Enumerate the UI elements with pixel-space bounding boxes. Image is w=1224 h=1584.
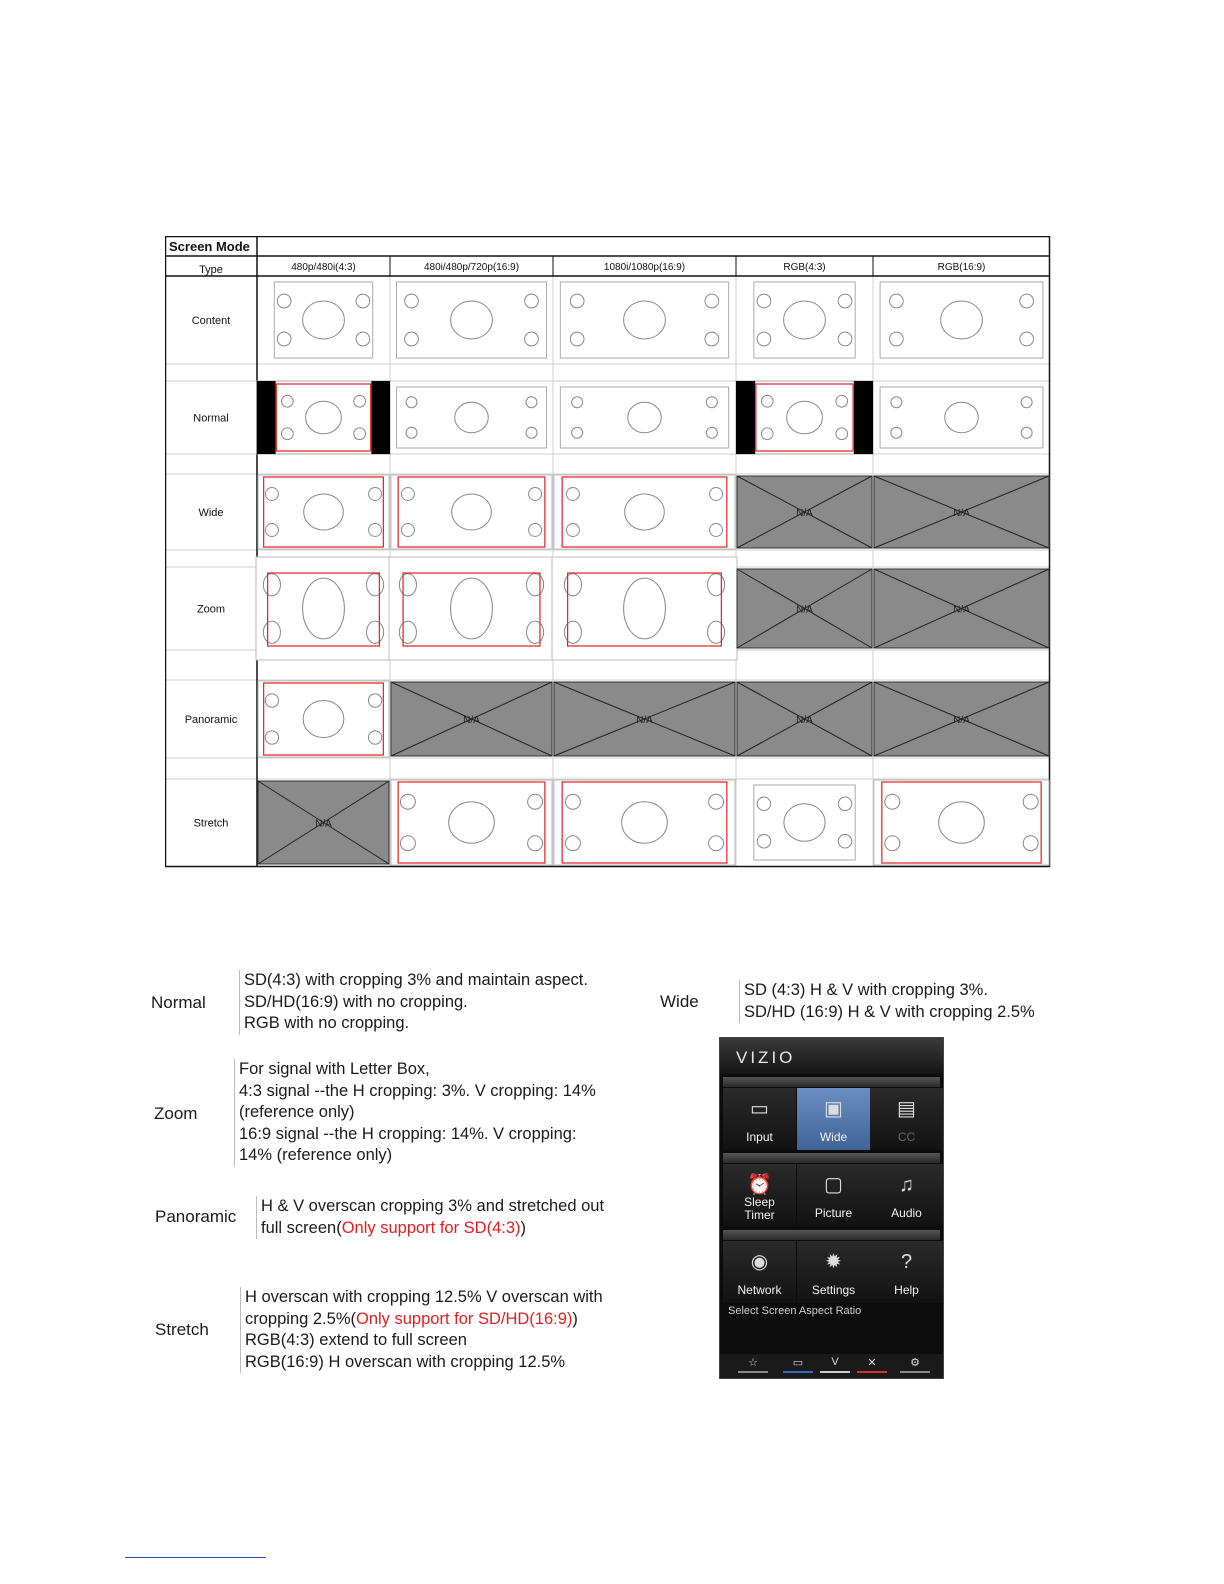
- settings-icon: ✹: [825, 1251, 842, 1273]
- menu-item-label: Settings: [811, 1283, 856, 1297]
- bottom-nav-underline: [783, 1371, 813, 1373]
- frame: [554, 475, 735, 549]
- zoom-description: [234, 1059, 596, 1167]
- network-icon: ◉: [750, 1251, 769, 1273]
- bottom-nav-underline: [738, 1371, 768, 1373]
- bottom-nav-icon[interactable]: ✕: [867, 1357, 877, 1369]
- zoom-label: Zoom: [154, 1104, 198, 1123]
- pillar-bar: [371, 381, 390, 454]
- bottom-nav-icon[interactable]: V: [831, 1356, 839, 1368]
- menu-item-network[interactable]: [723, 1241, 796, 1303]
- screen-mode-table: [165, 236, 1053, 870]
- na-label: N/A: [315, 818, 332, 830]
- normal-label: Normal: [151, 993, 206, 1012]
- menu-item-label: Network: [737, 1283, 782, 1297]
- frame: [560, 282, 728, 358]
- na-label: N/A: [953, 715, 970, 726]
- stretch-text-end: ): [572, 1309, 578, 1328]
- menu-item-label: Input: [746, 1130, 773, 1144]
- stretch-label: Stretch: [155, 1320, 209, 1339]
- menu-item-audio[interactable]: [870, 1164, 943, 1226]
- row-label: Panoramic: [184, 714, 238, 726]
- row-label: Zoom: [196, 603, 226, 616]
- na-label: N/A: [463, 715, 480, 726]
- column-header: RGB(16:9): [937, 262, 986, 273]
- frame: [880, 282, 1043, 358]
- menu-separator: [723, 1230, 940, 1240]
- menu-item-sleep-timer[interactable]: [723, 1164, 796, 1226]
- wide-label: Wide: [660, 992, 699, 1011]
- frame: [754, 785, 855, 860]
- row-label: Wide: [198, 507, 224, 519]
- menu-hint-text: Select Screen Aspect Ratio: [728, 1305, 862, 1317]
- panoramic-support-note: Only support for SD(4:3): [341, 1218, 521, 1237]
- wide-description: [739, 980, 1035, 1023]
- menu-item-label: Audio: [891, 1206, 922, 1220]
- frame: [754, 282, 855, 358]
- frame: [258, 681, 389, 757]
- zoom-line: For signal with Letter Box,: [239, 1060, 430, 1078]
- panoramic-text-end: ): [520, 1218, 527, 1237]
- frame: [258, 475, 389, 549]
- frame: [554, 780, 735, 865]
- menu-item-input[interactable]: [723, 1088, 796, 1150]
- sleep-timer-icon: ⏰: [747, 1174, 772, 1196]
- corner-label: Screen Mode: [169, 239, 250, 254]
- frame: [274, 282, 372, 358]
- zoom-line: (reference only): [239, 1103, 355, 1122]
- panoramic-description: [256, 1196, 604, 1239]
- column-header: 480p/480i(4:3): [291, 262, 356, 273]
- frame: [560, 387, 728, 448]
- stretch-line: H overscan with cropping 12.5% V overscan with: [245, 1288, 603, 1306]
- bottom-nav-underline: [820, 1371, 850, 1373]
- panoramic-label: Panoramic: [155, 1207, 237, 1226]
- wide-line: SD/HD (16:9) H & V with cropping 2.5%: [744, 1002, 1035, 1021]
- menu-item-help[interactable]: [870, 1241, 943, 1303]
- tv-menu-panel: [719, 1037, 944, 1379]
- stretch-description: [240, 1287, 603, 1373]
- column-header: 480i/480p/720p(16:9): [423, 262, 520, 273]
- pillar-bar: [257, 381, 276, 454]
- frame: [874, 780, 1049, 865]
- panoramic-line: [261, 1218, 604, 1240]
- na-label: N/A: [953, 508, 970, 519]
- audio-icon: ♫: [899, 1174, 914, 1196]
- panoramic-text: full screen(: [261, 1218, 342, 1237]
- bottom-nav-underline: [900, 1371, 930, 1373]
- menu-item-picture[interactable]: [797, 1164, 870, 1226]
- menu-item-label: CC: [897, 1130, 916, 1144]
- column-header: 1080i/1080p(16:9): [603, 262, 686, 273]
- menu-item-cc[interactable]: [870, 1088, 943, 1150]
- bottom-nav-underline: [857, 1371, 887, 1373]
- frame: [736, 381, 873, 454]
- normal-description: [239, 970, 588, 1035]
- bottom-nav-icon[interactable]: ⚙: [910, 1357, 920, 1369]
- bottom-nav-icon[interactable]: ▭: [792, 1357, 804, 1369]
- na-label: N/A: [636, 715, 653, 726]
- row-label: Stretch: [193, 817, 229, 830]
- menu-item-label: Picture: [814, 1206, 853, 1220]
- stretch-line: RGB(16:9) H overscan with cropping 12.5%: [245, 1352, 566, 1371]
- zoom-line: 14% (reference only): [239, 1146, 393, 1165]
- bottom-nav-icon[interactable]: ☆: [748, 1357, 758, 1369]
- stretch-line: RGB(4:3) extend to full screen: [245, 1331, 467, 1350]
- menu-item-label: Wide: [819, 1130, 848, 1144]
- frame: [257, 381, 390, 454]
- frame: [397, 387, 547, 448]
- stretch-text: cropping 2.5%(: [245, 1309, 356, 1328]
- menu-item-settings[interactable]: [797, 1241, 870, 1303]
- menu-item-label: Sleep Timer: [744, 1195, 775, 1222]
- zoom-line: 4:3 signal --the H cropping: 3%. V cropping: 14%: [239, 1081, 596, 1100]
- footnote-rule: [125, 1557, 266, 1558]
- normal-line: SD(4:3) with cropping 3% and maintain aspect.: [244, 971, 588, 989]
- stretch-support-note: Only support for SD/HD(16:9): [355, 1309, 573, 1328]
- frame: [397, 282, 547, 358]
- frame: [880, 387, 1043, 448]
- menu-item-label: Help: [894, 1283, 919, 1297]
- na-label: N/A: [796, 715, 813, 726]
- column-header: RGB(4:3): [783, 262, 826, 273]
- na-label: N/A: [953, 604, 970, 616]
- cc-icon: ▤: [897, 1098, 916, 1120]
- picture-icon: ▢: [824, 1174, 843, 1196]
- normal-line: RGB with no cropping.: [244, 1014, 410, 1033]
- frame: [391, 780, 552, 865]
- stretch-line: [245, 1309, 603, 1331]
- help-icon: ?: [900, 1251, 913, 1273]
- zoom-line: 16:9 signal --the H cropping: 14%. V cropping:: [239, 1124, 577, 1143]
- wide-line: SD (4:3) H & V with cropping 3%.: [744, 981, 988, 999]
- frame: [391, 475, 552, 549]
- pillar-bar: [854, 381, 873, 454]
- menu-separator: [723, 1153, 940, 1163]
- vizio-logo: VIZIO: [736, 1048, 796, 1067]
- type-label: Type: [199, 264, 223, 276]
- input-icon: ▭: [750, 1098, 769, 1120]
- row-label: Content: [191, 315, 231, 327]
- menu-separator: [723, 1077, 940, 1087]
- na-label: N/A: [796, 604, 813, 616]
- row-label: Normal: [193, 412, 229, 425]
- panoramic-line: H & V overscan cropping 3% and stretched out: [261, 1197, 605, 1215]
- pillar-bar: [736, 381, 755, 454]
- normal-line: SD/HD(16:9) with no cropping.: [244, 992, 468, 1011]
- menu-item-wide[interactable]: [797, 1088, 870, 1150]
- wide-icon: ▣: [824, 1098, 843, 1120]
- na-label: N/A: [796, 508, 813, 519]
